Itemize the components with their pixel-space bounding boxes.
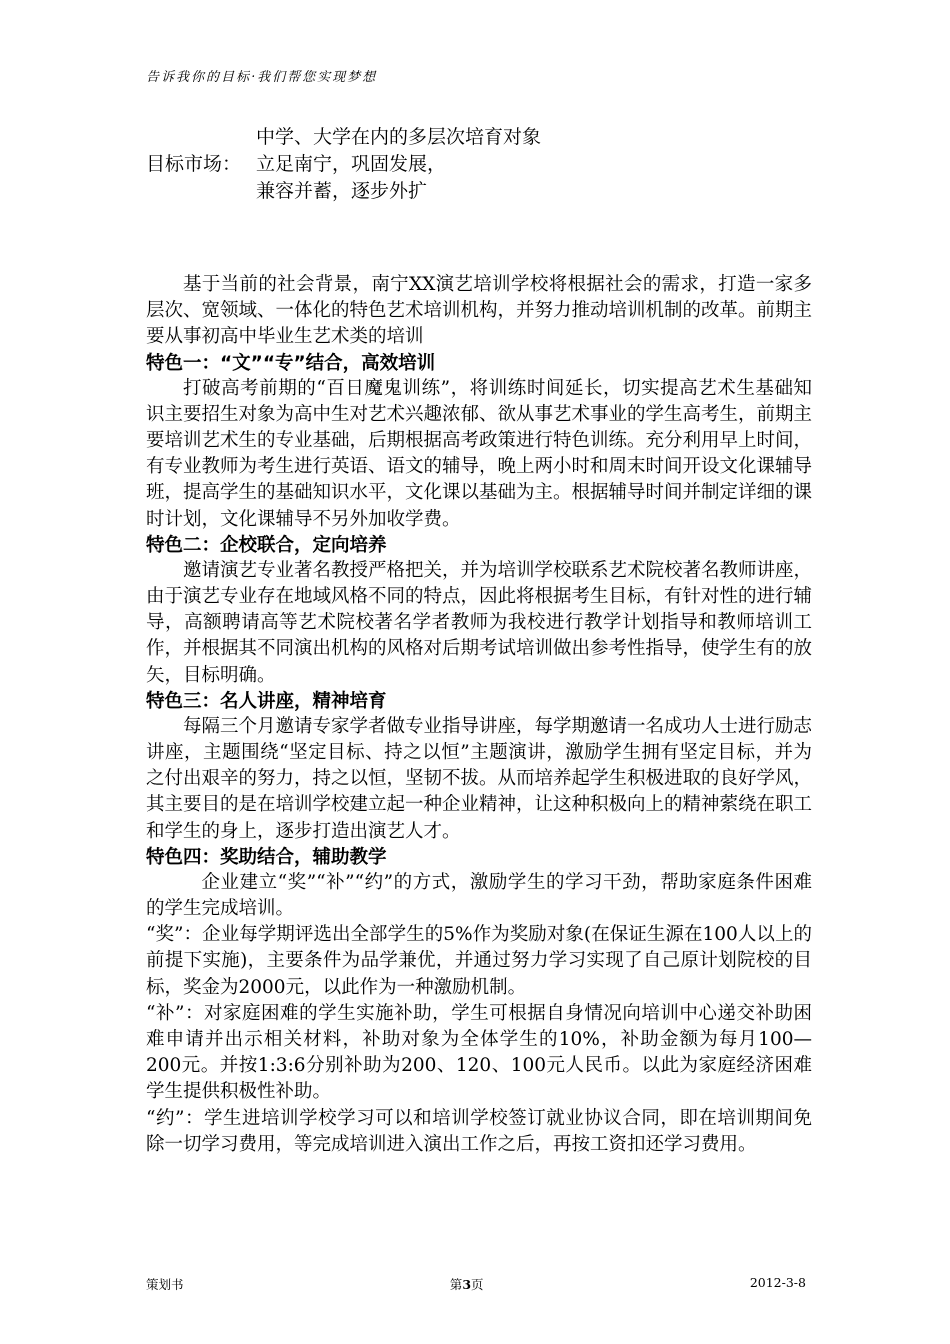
section-4-body: 企业建立“奖”“补”“约”的方式，激励学生的学习干劲，帮助家庭条件困难的学生完成培训。 — [146, 871, 812, 920]
intro-paragraph: 基于当前的社会背景，南宁XX演艺培训学校将根据社会的需求，打造一家多层次、宽领域、一体化的特色艺术培训机构，并努力推动培训机制的改革。前期主要从事初高中毕业生艺术类的培训 — [146, 274, 813, 348]
policy-contract: “约”：学生进培训学校学习可以和培训学校签订就业协议合同，即在培训期间免除一切学习费用，等完成培训进入演出工作之后，再按工资扣还学习费用。 — [146, 1107, 812, 1155]
market-label: 目标市场： — [146, 153, 242, 175]
section-2-title: 特色二：企校联合，定向培养 — [146, 534, 387, 556]
market-line-2: 兼容并蓄，逐步外扩 — [256, 180, 428, 202]
section-1-body: 打破高考前期的“百日魔鬼训练”，将训练时间延长，切实提高艺术生基础知识主要招生对象为高中生对艺术兴趣浓郁、欲从事艺术事业的学生高考生，前期主要培训艺术生的专业基础，后期根据高考政策进行特色训练。充分利用早上时间，有专业教师为考生进行英语、语文的辅导，晚上两小时和周末时间开设文化课辅导班，提高学生的基础知识水平，文化课以基础为主。根据辅导时间并制定详细的课时计划，文化课辅导不另外加收学费。 — [146, 377, 813, 530]
footer-doc-type: 策划书 — [146, 1277, 184, 1292]
section-4-title: 特色四：奖助结合，辅助教学 — [146, 846, 387, 868]
section-2-body: 邀请演艺专业著名教授严格把关，并为培训学校联系艺术院校著名教师讲座，由于演艺专业存在地域风格不同的特点，因此将根据考生目标，有针对性的进行辅导，高额聘请高等艺术院校著名学者教师为我校进行教学计划指导和教师培训工作，并根据其不同演出机构的风格对后期考试培训做出参考性指导，使学生有的放矢，目标明确。 — [146, 559, 813, 686]
section-3-title: 特色三：名人讲座，精神培育 — [146, 690, 387, 712]
policy-award: “奖”：企业每学期评选出全部学生的5%作为奖励对象(在保证生源在100人以上的前提下实施)，主要条件为品学兼优，并通过努力学习实现了自己原计划院校的目标，奖金为2000元，以此作为一种激励机制。 — [146, 924, 812, 998]
footer-page-number: 第3页 — [449, 1277, 484, 1292]
page-footer — [146, 1275, 806, 1293]
section-1-title: 特色一：“文”“专”结合，高效培训 — [146, 352, 436, 374]
market-line-1: 立足南宁，巩固发展， — [256, 153, 447, 175]
document-body — [146, 272, 812, 1158]
policy-subsidy: “补”：对家庭困难的学生实施补助，学生可根据自身情况向培训中心递交补助困难申请并出示相关材料，补助对象为全体学生的10%，补助金额为每月100—200元。并按1:3:6分别补助为200、120、100元人民币。以此为家庭经济困难学生提供积极性补助。 — [146, 1002, 812, 1103]
header-slogan: 告诉我你的目标·我们帮您实现梦想 — [146, 70, 378, 85]
section-3-body: 每隔三个月邀请专家学者做专业指导讲座，每学期邀请一名成功人士进行励志讲座，主题围绕“坚定目标、持之以恒”主题演讲，激励学生拥有坚定目标，并为之付出艰辛的努力，持之以恒，坚韧不拔。从而培养起学生积极进取的良好学风，其主要目的是在培训学校建立起一种企业精神，让这种积极向上的精神萦绕在职工和学生的身上，逐步打造出演艺人才。 — [146, 715, 813, 842]
target-market-block — [146, 124, 541, 205]
market-line-0: 中学、大学在内的多层次培育对象 — [256, 126, 542, 148]
footer-date: 2012-3-8 — [749, 1275, 806, 1290]
